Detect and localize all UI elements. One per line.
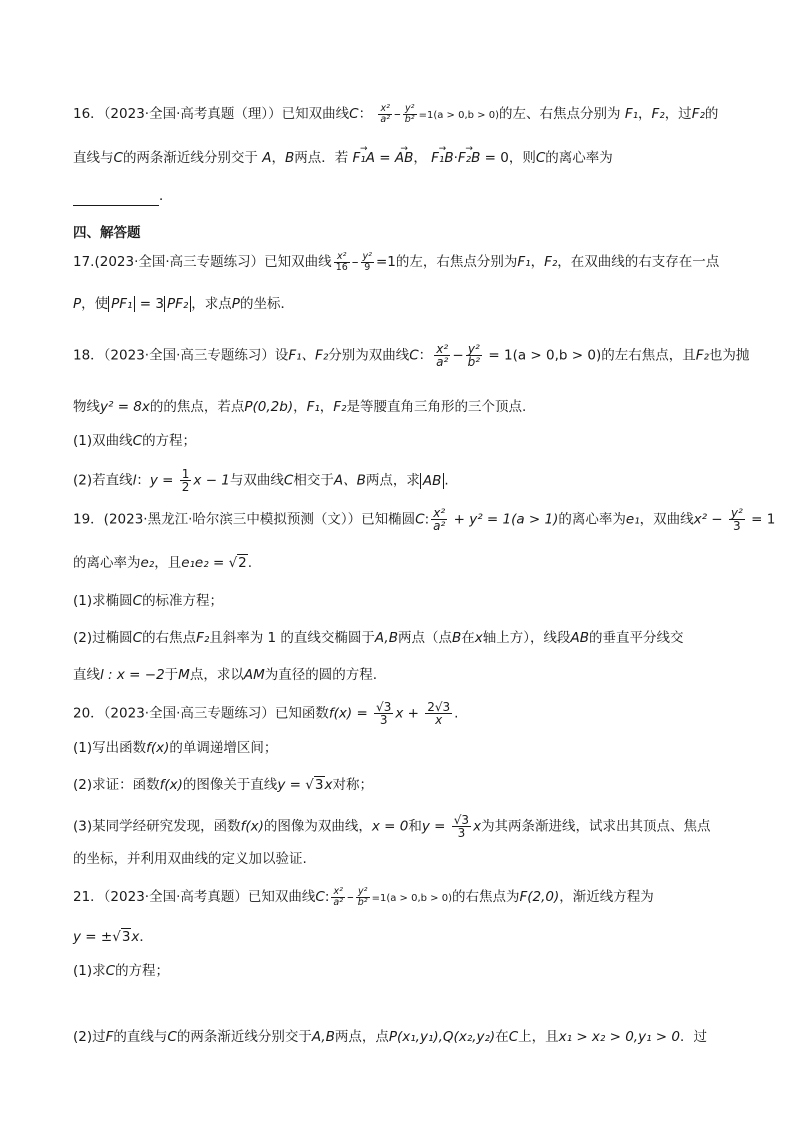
q16-source: （2023·全国·高考真题（理）） — [103, 106, 282, 122]
q17-frac-x2-16: $\frac{\text{x²}}{16}$ — [335, 251, 348, 273]
q18-line2: 物线y² = 8x的的焦点，若点P(0,2b)，F₁，F₂是等腰直角三角形的三个顶点. — [73, 399, 527, 415]
q20-frac-r3-3: $\frac{√3}{3}$ — [376, 700, 392, 727]
q19-part1: (1)求椭圆C的标准方程； — [73, 593, 224, 609]
q20-part3: (3)某同学经研究发现，函数f(x)的图像为双曲线，x = 0和y = $\frac{√3}{3}$ x为其两条渐进线，试求出其顶点、焦点 — [73, 813, 711, 840]
q17-line1: 17.(2023·全国·高三专题练习）已知双曲线 $\frac{\text{x²}}{16}$ – $\frac{\text{y²}}{9}$ =1的左，右焦点分别为F₁，F₂，在双曲线的右支存在一点 — [73, 251, 720, 273]
q21-part2: (2)过F的直线与C的两条渐近线分别交于A,B两点，点P(x₁,y₁),Q(x₂,y₂)在C上，且x₁ > x₂ > 0,y₁ > 0．过 — [73, 1029, 707, 1045]
q19-part2: (2)过椭圆C的右焦点F₂且斜率为 1 的直线交椭圆于A,B两点（点B在x轴上方），线段AB的垂直平分线交 — [73, 630, 684, 646]
q18-part2: (2)若直线l：y = $\frac{1}{2}$ x − 1与双曲线C相交于A、B两点，求 AB . — [73, 467, 449, 494]
q18-frac-y2b2: $\frac{\text{y²}}{\text{b²}}$ — [467, 342, 481, 369]
sqrt-3: √3 — [305, 777, 324, 793]
q20-frac-2r3-x: $\frac{2√3}{x}$ — [427, 700, 451, 727]
vector-f1a: → F₁A — [353, 148, 375, 168]
q18-part1: (1)双曲线C的方程； — [73, 433, 197, 449]
q16-answer-line: ． — [73, 186, 173, 206]
q16-frac-x2a2: $\frac{\text{x²}}{\text{a²}}$ — [380, 103, 391, 125]
q16-number: 16． — [73, 106, 104, 122]
q21-frac-y2b2: $\frac{\text{y²}}{\text{b²}}$ — [357, 886, 368, 908]
q18-frac-x2a2: $\frac{\text{x²}}{\text{a²}}$ — [436, 342, 449, 369]
q21-frac-x2a2: $\frac{\text{x²}}{\text{a²}}$ — [333, 886, 344, 908]
vector-f1b: → F₁B — [431, 148, 453, 168]
q16-frac-y2b2: $\frac{\text{y²}}{\text{b²}}$ — [404, 103, 415, 125]
sqrt-2: √2 — [228, 555, 247, 571]
q20-line1: 20．（2023·全国·高三专题练习）已知函数f(x) = $\frac{√3}{3}$ x + $\frac{2√3}{x}$ . — [73, 700, 459, 727]
q19-frac-x2a2: $\frac{\text{x²}}{\text{a²}}$ — [433, 506, 446, 533]
q17-line2: P，使 PF₁ = 3 PF₂ ，求点P的坐标． — [73, 296, 294, 312]
q20-part2: (2)求证：函数f(x)的图像关于直线y = √3x对称； — [73, 777, 373, 793]
q18-frac-half: $\frac{1}{2}$ — [181, 467, 190, 494]
q19-line1: 19．(2023·黑龙江·哈尔滨三中模拟预测（文））已知椭圆C: $\frac{\text{x²}}{\text{a²}}$ + y² = 1(a > 1)的离心率为e₁，双曲线x² − $\frac{\text{y²}}{3}$ = 1 — [73, 506, 776, 533]
section-heading: 四、解答题 — [73, 225, 141, 241]
q19-frac-y2-3: $\frac{\text{y²}}{3}$ — [730, 506, 743, 533]
vector-ab: → AB — [395, 148, 414, 168]
q20-frac-r3-3b: $\frac{√3}{3}$ — [453, 813, 470, 840]
q16-line2: 直线与C的两条渐近线分别交于 A，B两点．若 → F₁A = → AB， → F₁B·→ F₂B = 0，则C的离心率为 — [73, 148, 613, 168]
q18-line1: 18．（2023·全国·高三专题练习）设F₁、F₂分别为双曲线C： $\frac{\text{x²}}{\text{a²}}$ − $\frac{\text{y²}}{\text{b²}}$ = 1(a > 0,b > 0)的左右焦点，且F₂也为抛 — [73, 342, 750, 369]
q20-part1: (1)写出函数f(x)的单调递增区间； — [73, 740, 278, 756]
q21-part1: (1)求C的方程； — [73, 963, 170, 979]
q16-line1: 16．（2023·全国·高考真题（理））已知双曲线C： $\frac{\text{x²}}{\text{a²}}$ – $\frac{\text{y²}}{\text{b²}}$ =1(a > 0,b > 0)的左、右焦点分别为 F₁，F₂，过F₂的 — [73, 103, 719, 125]
answer-blank[interactable] — [73, 193, 159, 206]
sqrt-3b: √3 — [112, 929, 131, 945]
vector-f2b: → F₂B — [458, 148, 480, 168]
q21-line1: 21．（2023·全国·高考真题）已知双曲线C: $\frac{\text{x²}}{\text{a²}}$ – $\frac{\text{y²}}{\text{b²}}$ =1(a > 0,b > 0)的右焦点为F(2,0)，渐近线方程为 — [73, 886, 654, 908]
q20-part3-cont: 的坐标，并利用双曲线的定义加以验证. — [73, 851, 307, 867]
q17-frac-y2-9: $\frac{\text{y²}}{9}$ — [362, 251, 372, 273]
q21-line2: y = ±√3x． — [73, 929, 153, 945]
q19-part2-cont: 直线l : x = −2于M点，求以AM为直径的圆的方程. — [73, 667, 378, 683]
q19-line2: 的离心率为e₂，且e₁e₂ = √2. — [73, 555, 253, 571]
